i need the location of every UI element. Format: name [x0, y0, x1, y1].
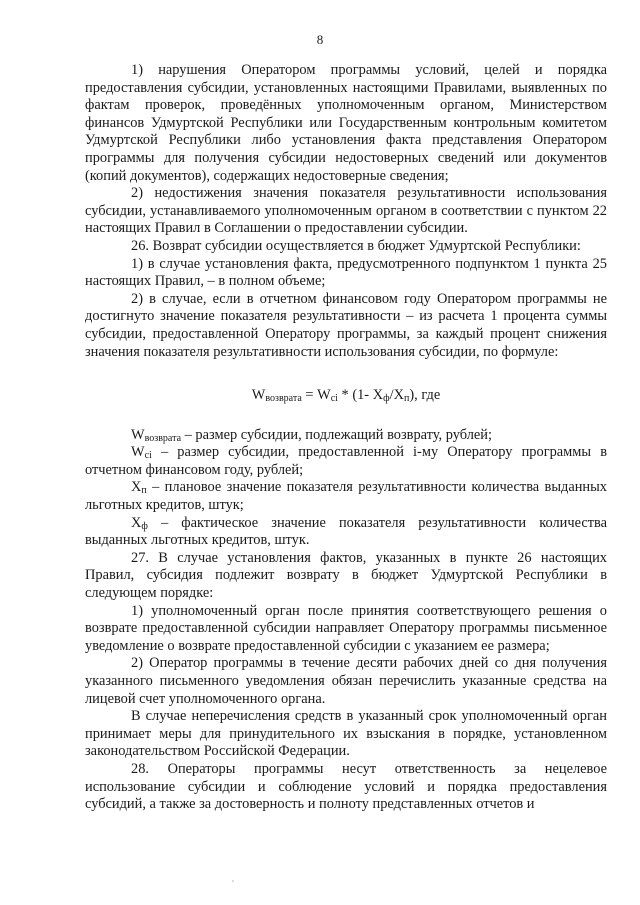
- definition-w-ci: $W_{ci}$ – размер субсидии, предоставленной i-му Оператору программы в отчетном финансовом году, рублей;: [85, 444, 607, 478]
- paragraph-27-2: 2) Оператор программы в течение десяти рабочих дней со дня получения указанного письменного уведомления обязан перечислить указанные средства на лицевой счет уполномоченного органа.: [85, 655, 607, 707]
- definition-w-return: $W_{возврата}$ – размер субсидии, подлежащий возврату, рублей;: [131, 426, 492, 444]
- return-formula: $W_{возврата} = W_{ci} * (1-$ $X_ф/X_п$), где: [251, 387, 441, 405]
- paragraph-27-enforcement: В случае неперечисления средств в указанный срок уполномоченный орган принимает меры для принудительного их взыскания в порядке, установленном законодательством Российской Федерации.: [85, 708, 607, 760]
- paragraph-27: 27. В случае установления фактов, указанных в пункте 26 настоящих Правил, субсидия подлежит возврату в бюджет Удмуртской Республики в следующем порядке:: [85, 549, 607, 602]
- page-number: 8: [316, 32, 324, 47]
- definition-x-fact: $X_ф$ – фактическое значение показателя результативности количества выданных льготных кредитов, штук.: [85, 514, 607, 549]
- paragraph-27-1: 1) уполномоченный орган после принятия соответствующего решения о возврате предоставленной субсидии направляет Оператору программы письменное уведомление о возврате предоставленной субсидии с указанием ее размера;: [85, 602, 607, 654]
- paragraph-28: 28. Операторы программы несут ответственность за нецелевое использование субсидии и соблюдение условий и порядка предоставления субсидий, а также за достоверность и полноту представленных отчетов и: [85, 760, 607, 813]
- scan-speck: [232, 880, 234, 882]
- paragraph-25-1: 1) нарушения Оператором программы условий, целей и порядка предоставления субсидии, установленных настоящими Правилами, выявленных по фактам проверок, проведённых уполномоченным органом, Министерством финансов Удмуртской Республики или Государственным контрольным комитетом Удмуртской Республики либо установления факта представления Оператором программы для получения субсидии недостоверных сведений или документов (копий документов), содержащих недостоверные сведения;: [85, 62, 607, 184]
- definition-x-plan: $X_п$ – плановое значение показателя результативности количества выданных льготных кредитов, штук;: [85, 479, 607, 514]
- paragraph-25-2: 2) недостижения значения показателя результативности использования субсидии, устанавливаемого уполномоченным органом в соответствии с пунктом 22 настоящих Правил в Соглашении о предоставлении субсидии.: [85, 185, 607, 237]
- paragraph-26-1: 1) в случае установления факта, предусмотренного подпунктом 1 пункта 25 настоящих Правил, – в полном объеме;: [85, 255, 607, 290]
- paragraph-26-2: 2) в случае, если в отчетном финансовом году Оператором программы не достигнуто значение показателя результативности – из расчета 1 процента суммы субсидии, предоставленной Оператору программы, за каждый процент снижения значения показателя результативности использования субсидии, по формуле:: [85, 290, 607, 360]
- paragraph-26: 26. Возврат субсидии осуществляется в бюджет Удмуртской Республики:: [131, 237, 581, 254]
- document-body: [85, 62, 607, 814]
